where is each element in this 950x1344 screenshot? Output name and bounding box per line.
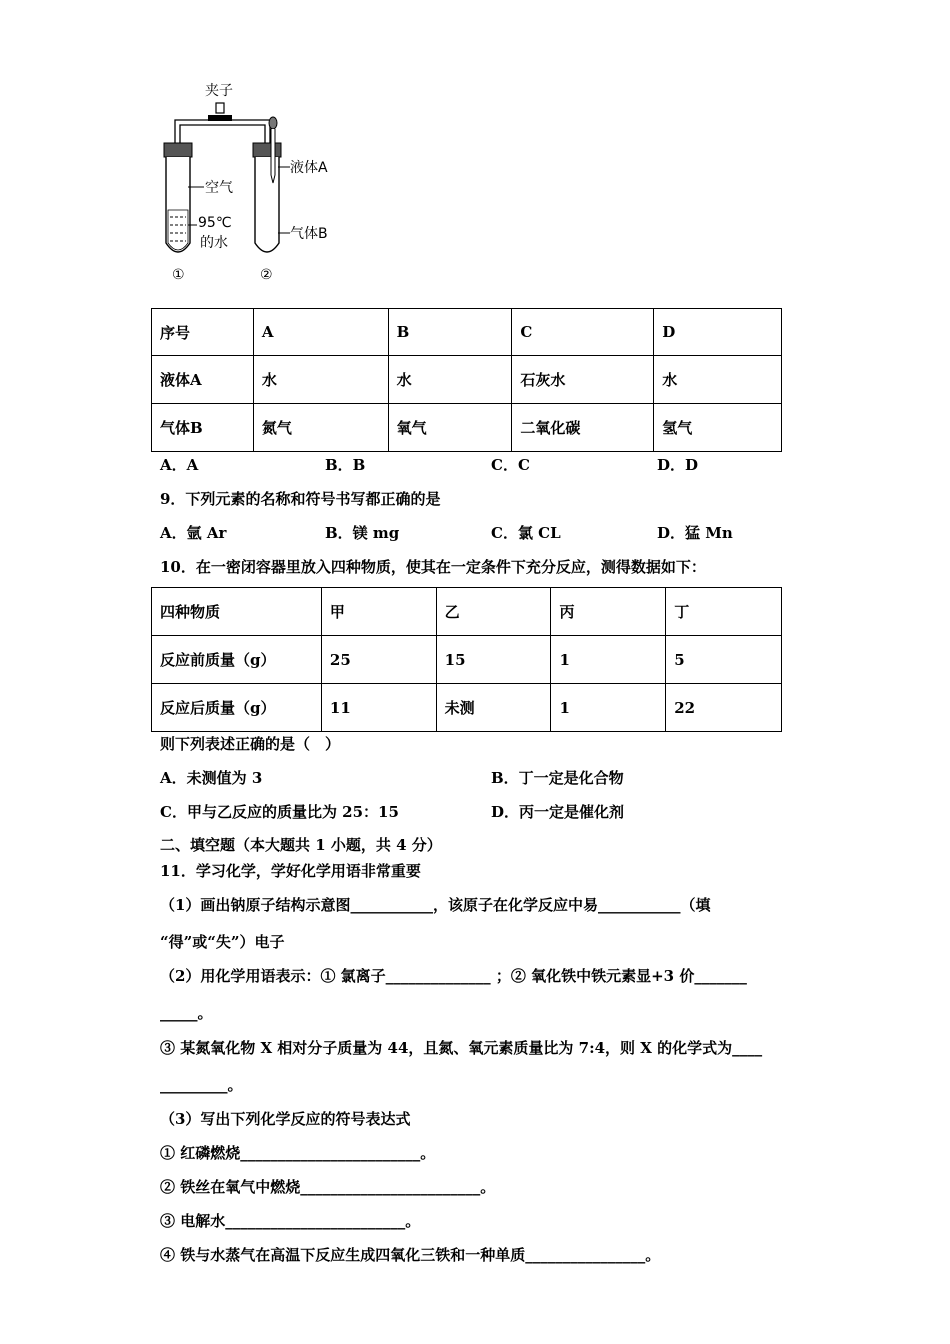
- tube-1-label: ①: [172, 267, 185, 283]
- table-cell: 气体B: [152, 404, 254, 452]
- table-cell: 二氧化碳: [512, 404, 654, 452]
- q8-table: [151, 308, 782, 452]
- table-cell: 液体A: [152, 356, 254, 404]
- dropper-bulb: [269, 117, 277, 129]
- q10-prompt: 则下列表述正确的是（ ）: [160, 735, 341, 753]
- q9-option-c[interactable]: C．氯 CL: [491, 524, 561, 542]
- table-cell: 氮气: [253, 404, 388, 452]
- stopper-1: [164, 143, 192, 157]
- q9-option-b[interactable]: B．镁 mg: [325, 524, 400, 542]
- q11-part2-line4: _________。: [160, 1076, 243, 1094]
- gas-b-label: 气体B: [290, 226, 328, 242]
- table-cell: 氧气: [388, 404, 512, 452]
- stopper-2: [253, 143, 281, 157]
- q11-reaction-3: ③ 电解水________________________。: [160, 1212, 421, 1230]
- water-label: 的水: [200, 235, 228, 251]
- table-cell: D: [654, 309, 782, 356]
- connecting-tube: [175, 120, 270, 145]
- table-cell: 15: [436, 636, 551, 684]
- q11-reaction-4: ④ 铁与水蒸气在高温下反应生成四氧化三铁和一种单质________________。: [160, 1246, 661, 1264]
- q8-option-b[interactable]: B．B: [325, 456, 366, 474]
- clip-label: 夹子: [205, 83, 233, 99]
- table-cell: 丁: [666, 588, 782, 636]
- table-cell: C: [512, 309, 654, 356]
- dropper: [271, 129, 275, 183]
- table-cell: 乙: [436, 588, 551, 636]
- table-row: [152, 636, 782, 684]
- tube-2-label: ②: [260, 267, 273, 283]
- liquid-a-label: 液体A: [290, 160, 328, 176]
- q11-stem: 11．学习化学，学好化学用语非常重要: [160, 862, 421, 880]
- q11-part1-line1: （1）画出钠原子结构示意图___________，该原子在化学反应中易___________（填: [160, 896, 711, 914]
- table-cell: 序号: [152, 309, 254, 356]
- table-cell: 水: [654, 356, 782, 404]
- q11-part3-title: （3）写出下列化学反应的符号表达式: [160, 1110, 411, 1128]
- q8-option-c[interactable]: C．C: [491, 456, 530, 474]
- q10-option-a[interactable]: A．未测值为 3: [160, 769, 263, 787]
- q10-stem: 10．在一密闭容器里放入四种物质，使其在一定条件下充分反应，测得数据如下：: [160, 558, 706, 576]
- clip-icon: [216, 103, 224, 113]
- table-cell: 未测: [436, 684, 551, 732]
- table-row: [152, 684, 782, 732]
- q8-option-d[interactable]: D．D: [657, 456, 699, 474]
- table-cell: B: [388, 309, 512, 356]
- table-cell: 甲: [321, 588, 436, 636]
- table-cell: A: [253, 309, 388, 356]
- q10-option-c[interactable]: C．甲与乙反应的质量比为 25：15: [160, 803, 399, 821]
- table-cell: 反应后质量（g）: [152, 684, 322, 732]
- q10-option-b[interactable]: B．丁一定是化合物: [491, 769, 624, 787]
- q10-option-d[interactable]: D．丙一定是催化剂: [491, 803, 625, 821]
- table-cell: 石灰水: [512, 356, 654, 404]
- table-row: [152, 356, 782, 404]
- hot-water: [168, 210, 188, 250]
- connecting-tube-inner: [180, 125, 265, 145]
- q8-option-a[interactable]: A．A: [160, 456, 199, 474]
- section-title: 二、填空题（本大题共 1 小题，共 4 分）: [160, 836, 442, 854]
- q11-part2-line1: （2）用化学用语表示：① 氯离子______________ ；② 氧化铁中铁元素显+3 价_______: [160, 967, 747, 985]
- water-temp-label: 95℃: [198, 215, 232, 231]
- table-row: [152, 309, 782, 356]
- q11-part2-line3: ③ 某氮氧化物 X 相对分子质量为 44，且氮、氧元素质量比为 7:4，则 X 的化学式为____: [160, 1039, 763, 1057]
- q11-reaction-2: ② 铁丝在氧气中燃烧________________________。: [160, 1178, 496, 1196]
- q11-reaction-1: ① 红磷燃烧________________________。: [160, 1144, 436, 1162]
- table-cell: 11: [321, 684, 436, 732]
- q10-table: [151, 587, 782, 732]
- table-cell: 水: [388, 356, 512, 404]
- table-cell: 5: [666, 636, 782, 684]
- table-cell: 1: [551, 684, 666, 732]
- table-cell: 氢气: [654, 404, 782, 452]
- table-row: [152, 588, 782, 636]
- table-row: [152, 404, 782, 452]
- q9-stem: 9．下列元素的名称和符号书写都正确的是: [160, 490, 441, 508]
- q11-part1-line2: “得”或“失”）电子: [160, 933, 285, 951]
- table-cell: 四种物质: [152, 588, 322, 636]
- table-cell: 反应前质量（g）: [152, 636, 322, 684]
- air-label: 空气: [205, 180, 233, 196]
- table-cell: 25: [321, 636, 436, 684]
- table-cell: 水: [253, 356, 388, 404]
- q9-option-d[interactable]: D．猛 Mn: [657, 524, 733, 542]
- table-cell: 1: [551, 636, 666, 684]
- q11-part2-line2: _____。: [160, 1004, 213, 1022]
- apparatus-diagram: [150, 75, 360, 290]
- table-cell: 丙: [551, 588, 666, 636]
- q9-option-a[interactable]: A．氩 Ar: [160, 524, 227, 542]
- table-cell: 22: [666, 684, 782, 732]
